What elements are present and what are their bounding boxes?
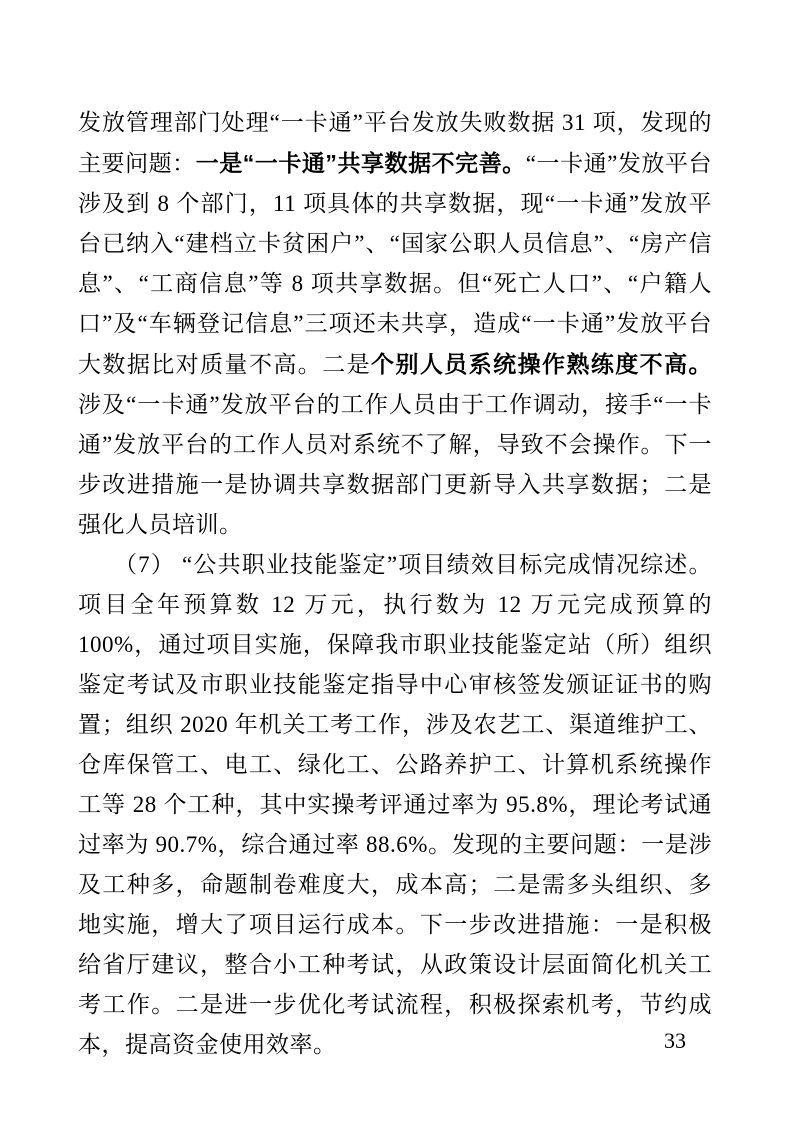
text-segment: （7） “公共职业技能鉴定”项目绩效目标完成情况综述。项目全年预算数 12 万元，执行数为 12 万元完成预算的 100%，通过项目实施，保障我市职业技能鉴定站（所）组织鉴定考试及市职业技能鉴定指导中心审核签发颁证证书的购置；组织 2020 年机关工考工作，涉及农艺工、渠道维护工、仓库保管工、电工、绿化工、公路养护工、计算机系统操作工等 28 个工种，其中实操考评通过率为 95.8%，理论考试通过率为 90.7%，综合通过率 88.6%。发现的主要问题：一是涉及工种多，命题制卷难度大，成本高；二是需多头组织、多地实施，增大了项目运行成本。下一步改进措施：一是积极给省厅建议，整合小工种考试，从政策设计层面简化机关工考工作。二是进一步优化考试流程，积极探索机考，节约成本，提高资金使用效率。 (78, 552, 712, 1057)
text-segment: 发放管理部门处理“一卡通”平台发放失败数据 31 项，发现的主要问题： (78, 110, 712, 176)
paragraph-skill-appraisal (78, 545, 712, 1065)
bold-text-segment: 一是“一卡通”共享数据不完善。 (195, 150, 526, 176)
text-segment: “一卡通”发放平台涉及到 8 个部门，11 项具体的共享数据，现“一卡通”发放平台已纳入“建档立卡贫困户”、“国家公职人员信息”、“房产信息”、“工商信息”等 8 项共享数据。但“死亡人口”、“户籍人口”及“车辆登记信息”三项还未共享，造成“一卡通”发放平台大数据比对质量不高。二是 (78, 151, 713, 377)
page-number: 33 (664, 1028, 686, 1053)
paragraph-one-card-platform (78, 103, 712, 545)
bold-text-segment: 个别人员系统操作熟练度不高。 (371, 351, 713, 377)
document-body (78, 103, 712, 1065)
text-segment: 涉及“一卡通”发放平台的工作人员由于工作调动，接手“一卡通”发放平台的工作人员对系统不了解，导致不会操作。下一步改进措施一是协调共享数据部门更新导入共享数据；二是强化人员培训。 (78, 392, 712, 537)
